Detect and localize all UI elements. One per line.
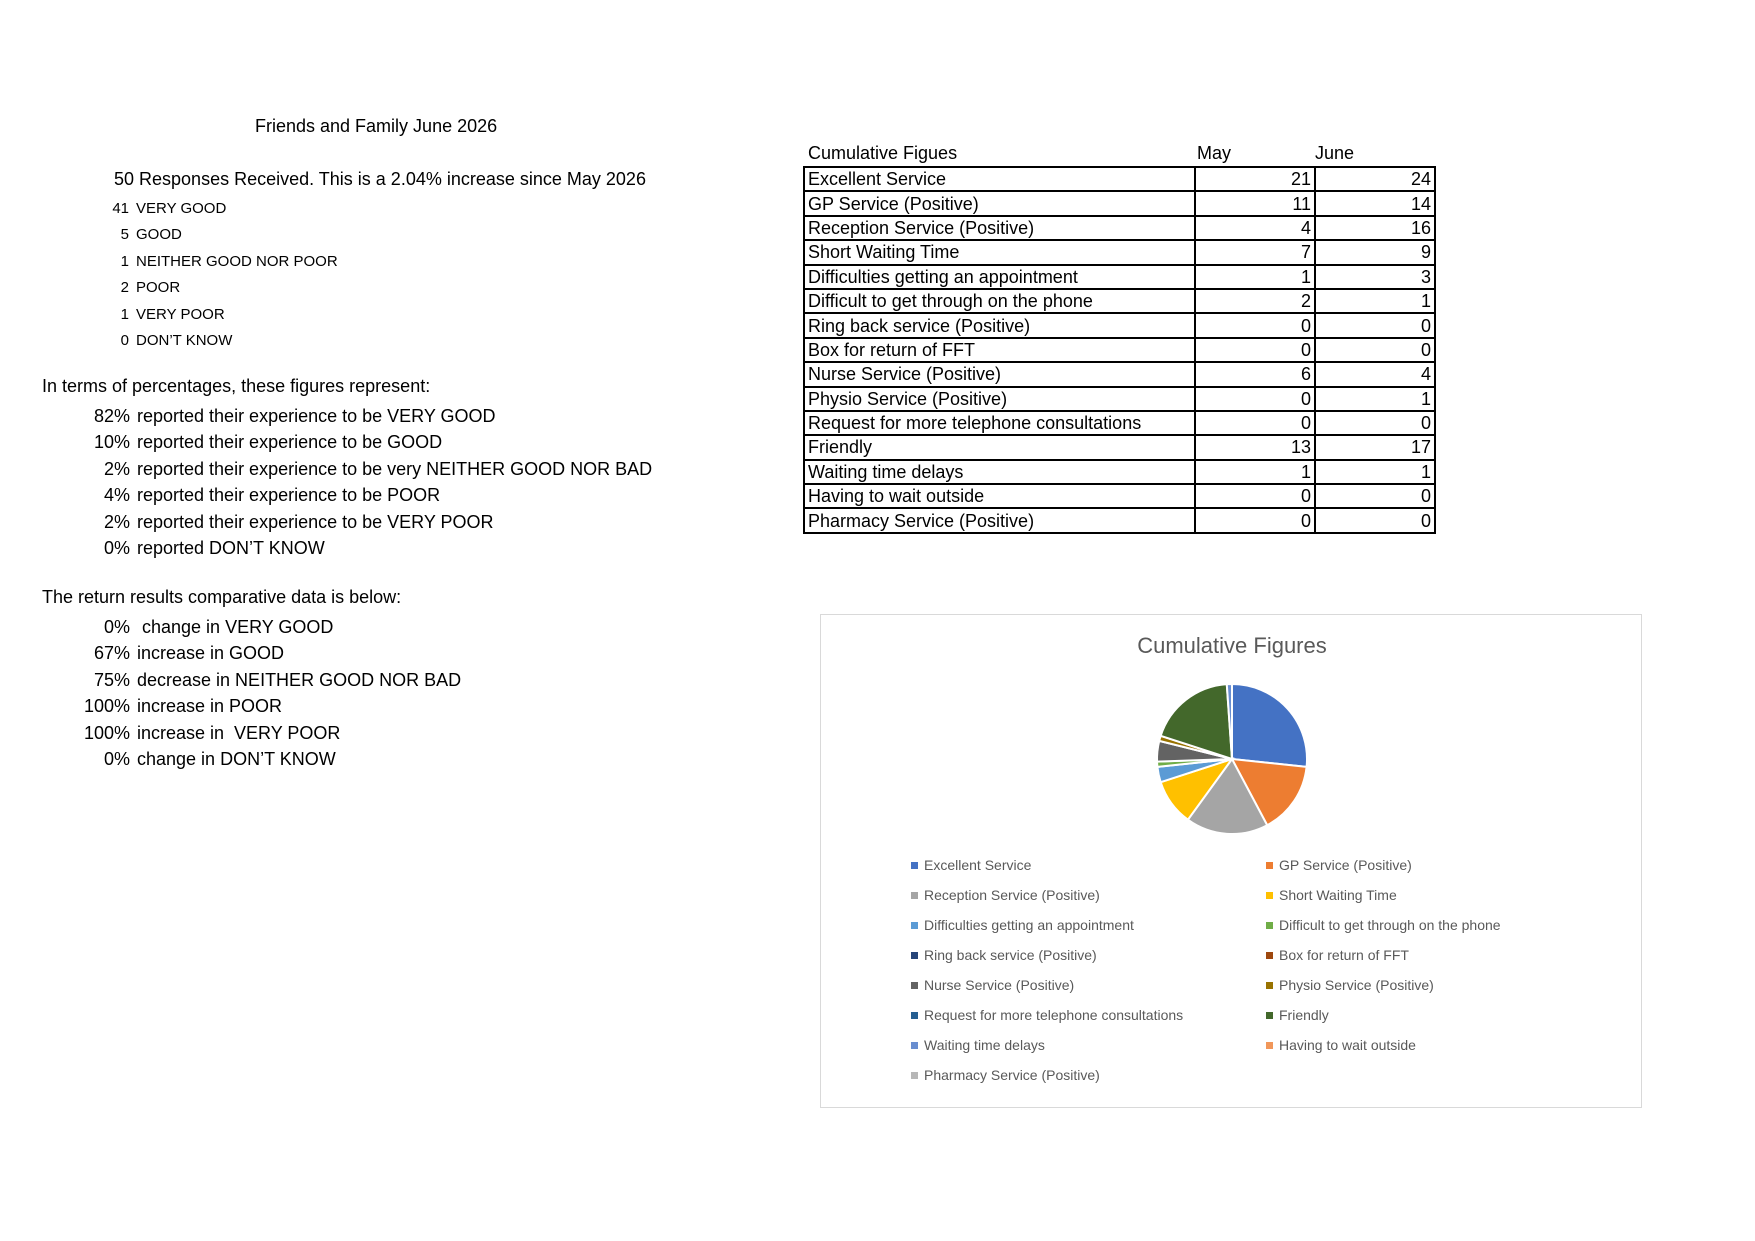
comparative-list <box>42 614 461 772</box>
percentage-text: reported DON’T KNOW <box>137 537 325 558</box>
legend-item <box>1266 947 1409 963</box>
percentage-value: 10% <box>93 432 130 453</box>
legend-item <box>911 1037 1045 1053</box>
comparative-row <box>42 693 461 719</box>
table-row <box>804 240 1435 264</box>
legend-swatch <box>1266 862 1273 869</box>
legend-swatch <box>911 892 918 899</box>
count-value: 0 <box>120 331 129 349</box>
count-label: VERY GOOD <box>136 200 227 217</box>
percentage-text: reported their experience to be POOR <box>137 485 441 506</box>
row-label: Pharmacy Service (Positive) <box>804 508 1195 532</box>
june-value: 0 <box>1315 313 1435 337</box>
count-label: NEITHER GOOD NOR POOR <box>136 252 338 270</box>
row-label: Request for more telephone consultations <box>804 411 1195 435</box>
count-label: POOR <box>136 279 181 297</box>
legend-label: Physio Service (Positive) <box>1279 977 1434 993</box>
table-row <box>804 411 1435 435</box>
legend-label: Difficulties getting an appointment <box>924 917 1134 933</box>
legend-label: Excellent Service <box>924 857 1032 873</box>
row-label: Nurse Service (Positive) <box>804 362 1195 386</box>
percentage-row <box>42 535 652 561</box>
count-value: 41 <box>112 200 129 217</box>
count-row <box>84 222 338 248</box>
comparative-text: change in DON’T KNOW <box>137 748 336 769</box>
legend-swatch <box>911 982 918 989</box>
response-counts-list <box>84 196 338 354</box>
legend-swatch <box>1266 952 1273 959</box>
percentage-row <box>42 482 652 508</box>
legend-swatch <box>1266 922 1273 929</box>
legend-item <box>911 977 1074 993</box>
table-row <box>804 265 1435 289</box>
responses-summary: 50 Responses Received. This is a 2.04% increase since May 2026 <box>114 169 646 189</box>
legend-swatch <box>911 1042 918 1049</box>
count-row <box>84 275 338 301</box>
percentage-row <box>42 456 652 482</box>
row-label: GP Service (Positive) <box>804 191 1195 215</box>
table-row <box>804 460 1435 484</box>
row-label: Box for return of FFT <box>804 338 1195 362</box>
legend-item <box>911 1067 1100 1083</box>
june-value: 3 <box>1315 265 1435 289</box>
legend-swatch <box>1266 1042 1273 1049</box>
count-value: 5 <box>120 226 129 244</box>
legend-label: Reception Service (Positive) <box>924 887 1100 903</box>
percentage-value: 82% <box>93 406 130 426</box>
legend-item <box>1266 887 1397 903</box>
table-row <box>804 216 1435 240</box>
may-value: 0 <box>1195 411 1315 435</box>
legend-swatch <box>1266 982 1273 989</box>
june-value: 24 <box>1315 167 1435 191</box>
may-value: 4 <box>1195 216 1315 240</box>
percentage-value: 2% <box>103 511 130 532</box>
table-row <box>804 387 1435 411</box>
legend-item <box>911 917 1134 933</box>
comparative-text: increase in GOOD <box>137 643 285 664</box>
percentage-row <box>42 403 652 429</box>
chart-title: Cumulative Figures <box>1137 633 1327 658</box>
comparative-value: 100% <box>83 696 130 717</box>
row-label: Excellent Service <box>804 167 1195 191</box>
count-row <box>84 328 338 354</box>
june-value: 0 <box>1315 484 1435 508</box>
table-row <box>804 508 1435 532</box>
table-row <box>804 362 1435 386</box>
june-value: 17 <box>1315 435 1435 459</box>
comparative-text: decrease in NEITHER GOOD NOR BAD <box>137 669 462 690</box>
legend-item <box>911 947 1097 963</box>
percentage-value: 0% <box>103 537 130 558</box>
table-header-may: May <box>1197 143 1232 163</box>
count-label: VERY POOR <box>136 305 225 323</box>
row-label: Ring back service (Positive) <box>804 313 1195 337</box>
comparative-value: 67% <box>93 643 130 664</box>
may-value: 2 <box>1195 289 1315 313</box>
count-row <box>84 249 338 275</box>
may-value: 0 <box>1195 387 1315 411</box>
row-label: Short Waiting Time <box>804 240 1195 264</box>
legend-item <box>911 887 1100 903</box>
legend-swatch <box>1266 1012 1273 1019</box>
pie-chart-panel <box>820 614 1642 1108</box>
may-value: 11 <box>1195 191 1315 215</box>
table-row <box>804 338 1435 362</box>
cumulative-figures-table <box>803 166 1436 534</box>
legend-swatch <box>1266 892 1273 899</box>
table-header-label: Cumulative Figues <box>808 143 958 163</box>
count-value: 1 <box>120 252 129 270</box>
comparative-row <box>42 640 461 666</box>
legend-swatch <box>911 922 918 929</box>
table-row <box>804 167 1435 191</box>
legend-swatch <box>911 1012 918 1019</box>
may-value: 13 <box>1195 435 1315 459</box>
legend-swatch <box>911 1072 918 1079</box>
may-value: 0 <box>1195 313 1315 337</box>
row-label: Friendly <box>804 435 1195 459</box>
percentage-text: reported their experience to be VERY POOR <box>137 511 494 532</box>
may-value: 0 <box>1195 484 1315 508</box>
percentage-text: reported their experience to be VERY GOOD <box>137 406 496 426</box>
may-value: 7 <box>1195 240 1315 264</box>
percentage-value: 2% <box>103 458 130 479</box>
may-value: 0 <box>1195 338 1315 362</box>
legend-label: Nurse Service (Positive) <box>924 977 1075 993</box>
legend-item <box>1266 857 1412 873</box>
percentage-text: reported their experience to be very NEITHER GOOD NOR BAD <box>137 458 653 479</box>
legend-label: GP Service (Positive) <box>1279 857 1412 873</box>
percentages-heading: In terms of percentages, these figures represent: <box>42 376 431 396</box>
comparative-text: change in VERY GOOD <box>137 617 334 637</box>
comparative-value: 75% <box>93 669 130 690</box>
pie-slice <box>1232 684 1307 767</box>
comparative-row <box>42 614 461 640</box>
percentage-text: reported their experience to be GOOD <box>137 432 443 453</box>
table-row <box>804 313 1435 337</box>
legend-label: Pharmacy Service (Positive) <box>924 1067 1100 1083</box>
june-value: 1 <box>1315 460 1435 484</box>
june-value: 0 <box>1315 338 1435 362</box>
legend-label: Request for more telephone consultations <box>924 1007 1184 1023</box>
table-row <box>804 191 1435 215</box>
comparative-row <box>42 720 461 746</box>
count-row <box>84 302 338 328</box>
table-row <box>804 435 1435 459</box>
count-label: GOOD <box>136 226 182 244</box>
june-value: 0 <box>1315 411 1435 435</box>
legend-item <box>1266 977 1434 993</box>
june-value: 16 <box>1315 216 1435 240</box>
legend-item <box>1266 1037 1416 1053</box>
comparative-row <box>42 746 461 772</box>
may-value: 1 <box>1195 265 1315 289</box>
table-row <box>804 289 1435 313</box>
comparative-value: 0% <box>103 617 130 637</box>
may-value: 21 <box>1195 167 1315 191</box>
legend-swatch <box>911 862 918 869</box>
count-row <box>84 196 338 222</box>
legend-label: Waiting time delays <box>924 1037 1045 1053</box>
legend-label: Friendly <box>1279 1007 1329 1023</box>
row-label: Difficulties getting an appointment <box>804 265 1195 289</box>
may-value: 6 <box>1195 362 1315 386</box>
comparative-heading: The return results comparative data is below: <box>42 587 402 607</box>
count-label: DON’T KNOW <box>136 331 233 349</box>
row-label: Difficult to get through on the phone <box>804 289 1195 313</box>
legend-item <box>1266 1007 1329 1023</box>
legend-label: Short Waiting Time <box>1279 887 1397 903</box>
percentage-row <box>42 509 652 535</box>
comparative-value: 100% <box>83 722 130 743</box>
june-value: 1 <box>1315 387 1435 411</box>
comparative-text: increase in VERY POOR <box>137 722 341 743</box>
percentage-row <box>42 429 652 455</box>
legend-label: Ring back service (Positive) <box>924 947 1097 963</box>
comparative-value: 0% <box>103 748 130 769</box>
pie-chart <box>821 615 1643 845</box>
count-value: 1 <box>120 305 129 323</box>
legend-item <box>911 1007 1183 1023</box>
may-value: 1 <box>1195 460 1315 484</box>
june-value: 9 <box>1315 240 1435 264</box>
legend-swatch <box>911 952 918 959</box>
percentages-list <box>42 403 652 561</box>
table-header-june: June <box>1315 143 1355 163</box>
comparative-text: increase in POOR <box>137 696 283 717</box>
legend-label: Having to wait outside <box>1279 1037 1416 1053</box>
row-label: Waiting time delays <box>804 460 1195 484</box>
comparative-row <box>42 667 461 693</box>
table-row <box>804 484 1435 508</box>
legend-label: Box for return of FFT <box>1279 947 1409 963</box>
june-value: 0 <box>1315 508 1435 532</box>
document-title: Friends and Family June 2026 <box>255 116 498 136</box>
legend-label: Difficult to get through on the phone <box>1279 917 1501 933</box>
june-value: 4 <box>1315 362 1435 386</box>
legend-item <box>911 857 1031 873</box>
percentage-value: 4% <box>103 485 130 506</box>
june-value: 14 <box>1315 191 1435 215</box>
june-value: 1 <box>1315 289 1435 313</box>
row-label: Physio Service (Positive) <box>804 387 1195 411</box>
row-label: Reception Service (Positive) <box>804 216 1195 240</box>
may-value: 0 <box>1195 508 1315 532</box>
row-label: Having to wait outside <box>804 484 1195 508</box>
count-value: 2 <box>120 279 129 297</box>
legend-item <box>1266 917 1501 933</box>
